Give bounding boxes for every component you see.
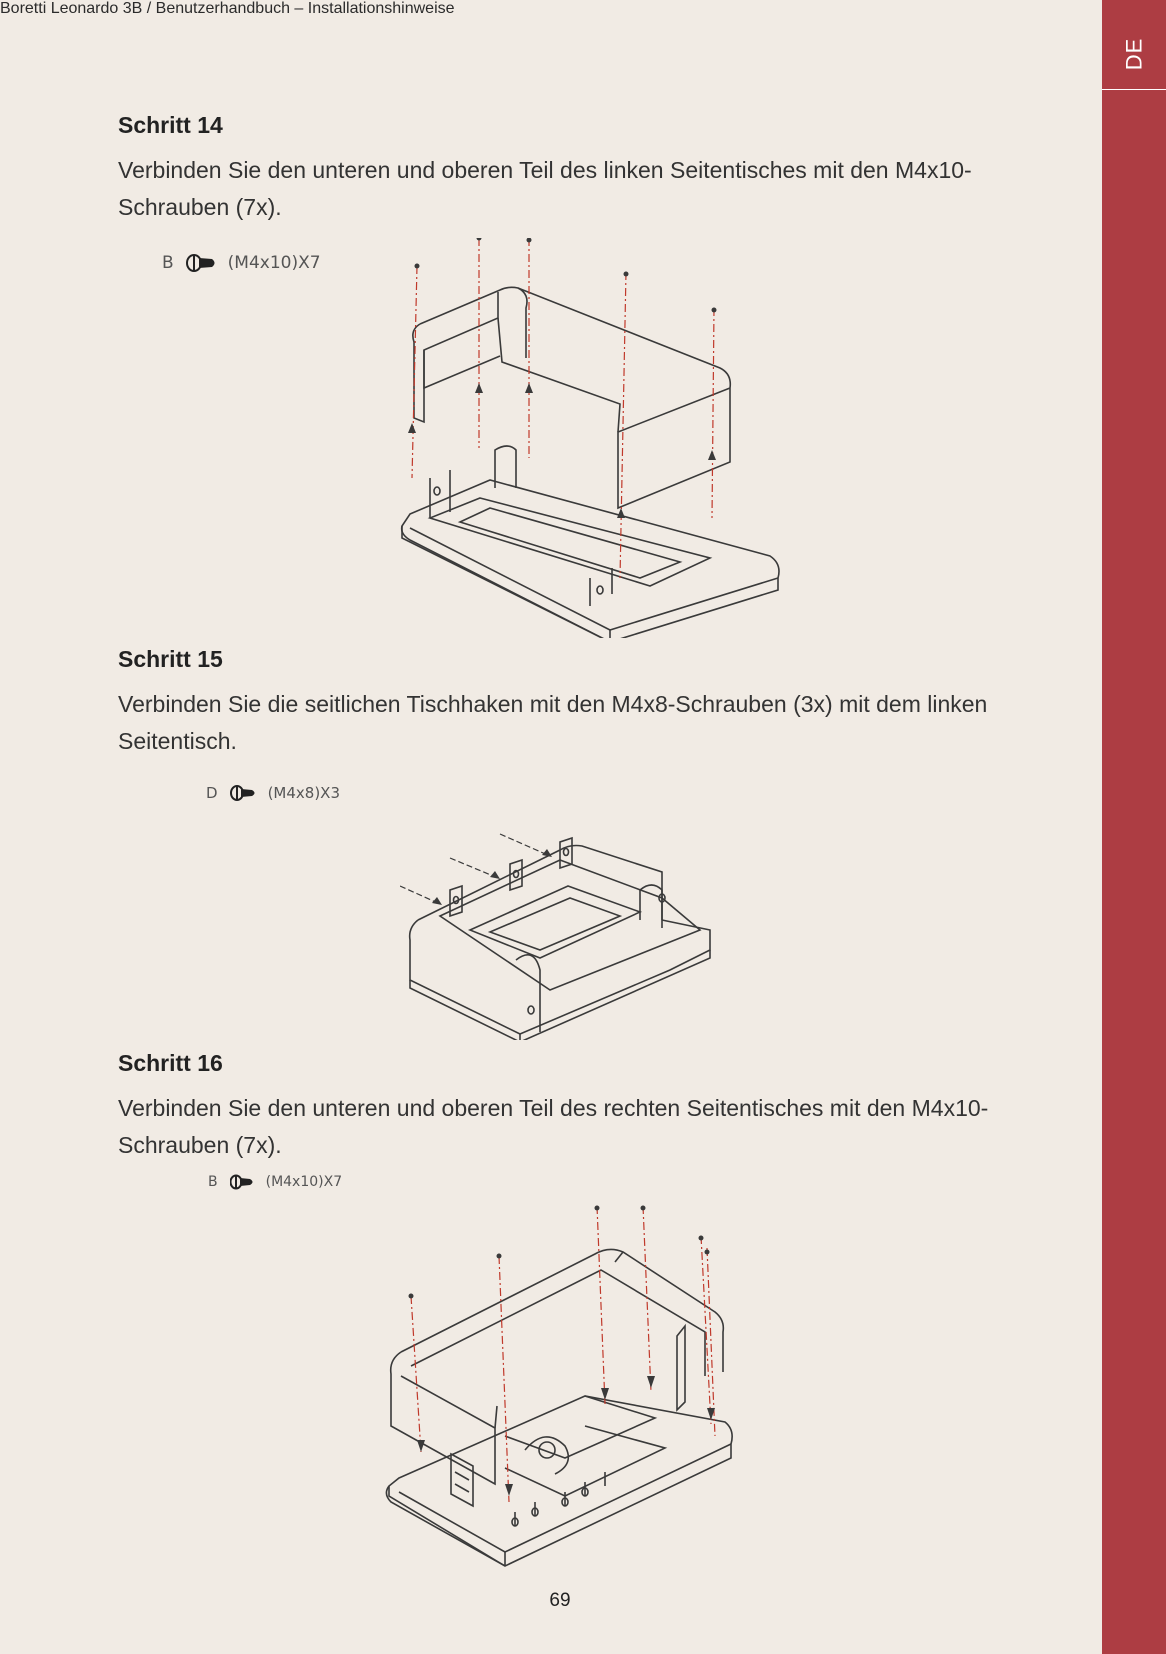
step-15-part-label [206,784,340,802]
sidebar-band [1102,0,1166,1654]
part-letter: B [162,253,174,273]
sidebar-divider [1102,89,1166,90]
step-14-assembly-diagram [390,238,800,638]
step-14-part-label [162,253,321,273]
document-title: Boretti Leonardo 3B / Benutzerhandbuch – Installationshinweise [0,0,455,17]
screw-icon [186,253,218,273]
page-number: 69 [549,1590,571,1611]
step-15-text: Verbinden Sie die seitlichen Tischhaken mit den M4x8-Schrauben (3x) mit dem linken Seitentisch. [118,691,988,754]
part-letter: D [206,784,218,802]
step-14-heading: Schritt 14 [118,112,223,138]
part-spec: (M4x8)X3 [267,784,340,802]
step-15-assembly-diagram [400,820,730,1040]
language-tag [1102,26,1166,82]
step-15-heading: Schritt 15 [118,646,223,672]
step-16-text: Verbinden Sie den unteren und oberen Teil des rechten Seitentisches mit den M4x10-Schrauben (7x). [118,1095,989,1158]
part-letter: B [208,1174,218,1190]
language-label: DE [1121,37,1146,71]
step-14-text: Verbinden Sie den unteren und oberen Teil des linken Seitentisches mit den M4x10-Schrauben (7x). [118,157,972,220]
part-spec: (M4x10)X7 [265,1174,343,1190]
screw-icon [230,1174,256,1190]
step-16-assembly-diagram [385,1196,745,1576]
step-16-heading: Schritt 16 [118,1050,223,1076]
part-spec: (M4x10)X7 [227,253,321,273]
screw-icon [230,784,258,802]
step-16-part-label [208,1174,342,1190]
